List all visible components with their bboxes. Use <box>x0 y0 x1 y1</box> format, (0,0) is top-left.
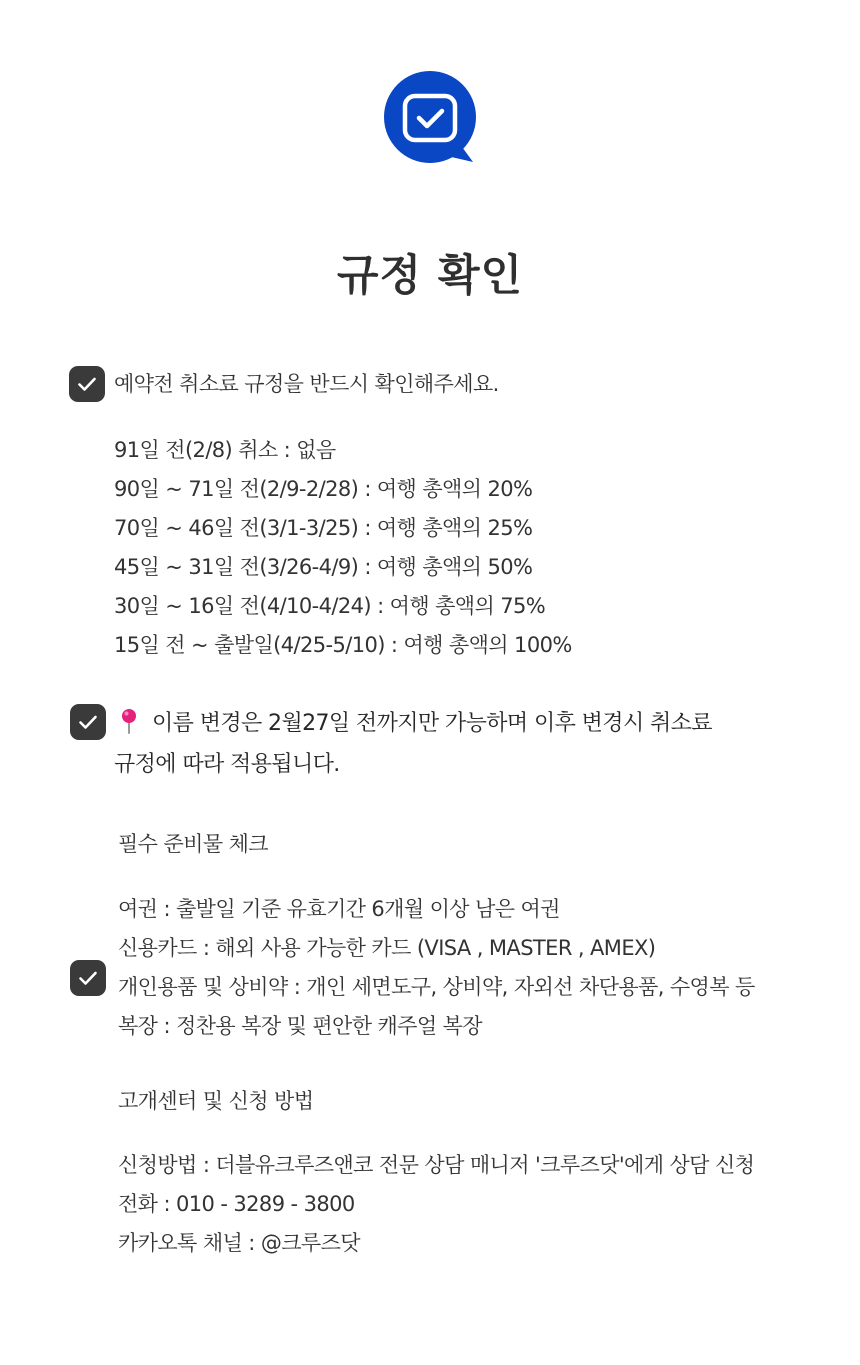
essentials-checkbox[interactable] <box>70 960 106 996</box>
customer-center-heading: 고개센터 및 신청 방법 <box>118 1089 314 1113</box>
name-change-line1 <box>118 708 712 739</box>
page-title: 규정 확인 <box>336 251 524 301</box>
essentials-heading: 필수 준비물 체크 <box>118 832 268 856</box>
name-change-text: 이름 변경은 2월27일 전까지만 가능하며 이후 변경시 취소료 <box>152 711 712 736</box>
cancellation-rule: 70일 ~ 46일 전(3/1-3/25) : 여행 총액의 25% <box>114 516 533 540</box>
check-icon <box>69 366 105 402</box>
cancellation-rule: 45일 ~ 31일 전(3/26-4/9) : 여행 총액의 50% <box>114 555 533 579</box>
cancellation-rule: 91일 전(2/8) 취소 : 없음 <box>114 438 336 462</box>
check-icon <box>70 960 106 996</box>
cancellation-checkbox[interactable] <box>69 366 105 402</box>
essentials-item: 신용카드 : 해외 사용 가능한 카드 (VISA , MASTER , AMEX) <box>118 936 656 960</box>
essentials-item: 복장 : 정찬용 복장 및 편안한 캐주얼 복장 <box>118 1014 482 1038</box>
round-pushpin-icon <box>118 708 140 734</box>
essentials-item: 여권 : 출발일 기준 유효기간 6개월 이상 남은 여권 <box>118 897 560 921</box>
checkbox-chat-bubble-icon <box>383 70 479 166</box>
kakao-channel: 카카오톡 채널 : @크루즈닷 <box>118 1231 360 1255</box>
cancellation-notice: 예약전 취소료 규정을 반드시 확인해주세요. <box>114 372 499 396</box>
cancellation-rule: 15일 전 ~ 출발일(4/25-5/10) : 여행 총액의 100% <box>114 633 572 657</box>
essentials-item: 개인용품 및 상비약 : 개인 세면도구, 상비약, 자외선 차단용품, 수영복 등 <box>118 975 755 999</box>
name-change-checkbox[interactable] <box>70 704 106 740</box>
customer-center-item: 신청방법 : 더블유크루즈앤코 전문 상담 매니저 '크루즈닷'에게 상담 신청 <box>118 1153 755 1177</box>
check-icon <box>70 704 106 740</box>
name-change-line2: 규정에 따라 적용됩니다. <box>114 752 340 777</box>
cancellation-rule: 30일 ~ 16일 전(4/10-4/24) : 여행 총액의 75% <box>114 594 546 618</box>
phone-number: 전화 : 010 - 3289 - 3800 <box>118 1192 355 1216</box>
cancellation-rule: 90일 ~ 71일 전(2/9-2/28) : 여행 총액의 20% <box>114 477 533 501</box>
